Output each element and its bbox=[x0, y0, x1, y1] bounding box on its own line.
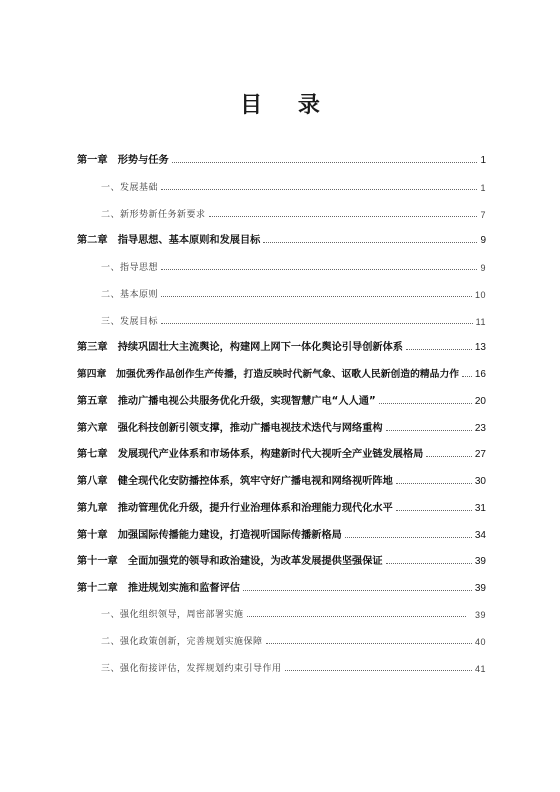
dot-leader bbox=[161, 295, 472, 297]
dot-leader bbox=[345, 536, 472, 538]
dot-leader bbox=[209, 215, 478, 217]
toc-chapter-entry[interactable] bbox=[77, 391, 486, 407]
dot-leader bbox=[462, 375, 472, 377]
entry-label: 第六章 强化科技创新引领支撑，推动广播电视技术迭代与网络重构 bbox=[77, 423, 383, 434]
toc-chapter-entry[interactable] bbox=[77, 471, 486, 487]
page-number: 30 bbox=[474, 476, 486, 487]
dot-leader bbox=[266, 642, 472, 644]
page-number: 9 bbox=[480, 263, 486, 273]
page-number: 39 bbox=[474, 610, 486, 620]
entry-label: 第八章 健全现代化安防播控体系，筑牢守好广播电视和网络视听阵地 bbox=[77, 476, 393, 487]
dot-leader bbox=[172, 161, 478, 163]
entry-label: 第七章 发展现代产业体系和市场体系，构建新时代大视听全产业链发展格局 bbox=[77, 449, 424, 460]
page-title: 目 录 bbox=[240, 93, 334, 118]
dot-leader bbox=[161, 268, 477, 270]
page-number: 39 bbox=[474, 583, 486, 594]
dot-leader bbox=[247, 615, 466, 617]
page-number: 27 bbox=[474, 449, 486, 460]
toc-chapter-entry[interactable] bbox=[77, 337, 486, 353]
entry-label: 第十一章 全面加强党的领导和政治建设，为改革发展提供坚强保证 bbox=[77, 556, 383, 567]
page-number: 1 bbox=[480, 183, 486, 193]
dot-leader bbox=[285, 669, 472, 671]
toc-chapter-entry[interactable] bbox=[77, 525, 486, 541]
toc-chapter-entry[interactable] bbox=[77, 551, 486, 567]
dot-leader bbox=[396, 482, 472, 484]
toc-chapter-entry[interactable] bbox=[77, 578, 486, 594]
page-number: 1 bbox=[480, 155, 486, 166]
toc-section-entry[interactable] bbox=[101, 204, 486, 220]
dot-leader bbox=[379, 402, 472, 404]
entry-label: 三、发展目标 bbox=[101, 317, 159, 327]
entry-label: 第九章 推动管理优化升级，提升行业治理体系和治理能力现代化水平 bbox=[77, 503, 393, 514]
dot-leader bbox=[426, 455, 472, 457]
toc-section-entry[interactable] bbox=[101, 311, 486, 327]
page-number: 39 bbox=[474, 556, 486, 567]
page-number: 41 bbox=[474, 664, 486, 674]
entry-label: 第五章 推动广播电视公共服务优化升级，实现智慧广电“人人通” bbox=[77, 396, 376, 407]
dot-leader bbox=[263, 241, 477, 243]
toc-section-entry[interactable] bbox=[101, 631, 486, 647]
dot-leader bbox=[386, 429, 472, 431]
page-number: 31 bbox=[474, 503, 486, 514]
entry-label: 二、强化政策创新，完善规划实施保障 bbox=[101, 637, 263, 647]
page-number: 7 bbox=[480, 210, 486, 220]
dot-leader bbox=[386, 562, 472, 564]
toc-chapter-entry[interactable] bbox=[77, 230, 486, 246]
page-number: 20 bbox=[474, 396, 486, 407]
dot-leader bbox=[161, 322, 473, 324]
toc-chapter-entry[interactable] bbox=[77, 418, 486, 434]
toc-chapter-entry[interactable] bbox=[77, 150, 486, 166]
toc-chapter-entry[interactable] bbox=[77, 444, 486, 460]
entry-label: 第四章 加强优秀作品创作生产传播，打造反映时代新气象、讴歌人民新创造的精品力作 bbox=[77, 369, 460, 380]
toc-section-entry[interactable] bbox=[101, 604, 486, 620]
page-number: 40 bbox=[474, 637, 486, 647]
entry-label: 第二章 指导思想、基本原则和发展目标 bbox=[77, 235, 261, 246]
dot-leader bbox=[243, 589, 472, 591]
page-number: 13 bbox=[474, 342, 486, 353]
dot-leader bbox=[396, 509, 472, 511]
dot-leader bbox=[406, 348, 472, 350]
toc-chapter-entry[interactable] bbox=[77, 364, 486, 380]
entry-label: 一、发展基础 bbox=[101, 183, 159, 193]
entry-label: 一、指导思想 bbox=[101, 263, 159, 273]
entry-label: 第十章 加强国际传播能力建设，打造视听国际传播新格局 bbox=[77, 530, 342, 541]
page-number: 9 bbox=[480, 235, 486, 246]
entry-label: 二、新形势新任务新要求 bbox=[101, 210, 206, 220]
toc-section-entry[interactable] bbox=[101, 284, 486, 300]
page-number: 23 bbox=[474, 423, 486, 434]
dot-leader bbox=[161, 188, 477, 190]
page-number: 16 bbox=[474, 369, 486, 380]
page-number: 34 bbox=[474, 530, 486, 541]
entry-label: 二、基本原则 bbox=[101, 290, 159, 300]
entry-label: 第一章 形势与任务 bbox=[77, 155, 169, 166]
entry-label: 一、强化组织领导，周密部署实施 bbox=[101, 610, 244, 620]
entry-label: 三、强化衔接评估，发挥规划约束引导作用 bbox=[101, 664, 282, 674]
entry-label: 第十二章 推进规划实施和监督评估 bbox=[77, 583, 240, 594]
toc-section-entry[interactable] bbox=[101, 658, 486, 674]
toc-section-entry[interactable] bbox=[101, 257, 486, 273]
page-number: 11 bbox=[475, 317, 486, 327]
toc-section-entry[interactable] bbox=[101, 177, 486, 193]
page-number: 10 bbox=[474, 290, 486, 300]
entry-label: 第三章 持续巩固壮大主流舆论，构建网上网下一体化舆论引导创新体系 bbox=[77, 342, 403, 353]
toc-chapter-entry[interactable] bbox=[77, 498, 486, 514]
